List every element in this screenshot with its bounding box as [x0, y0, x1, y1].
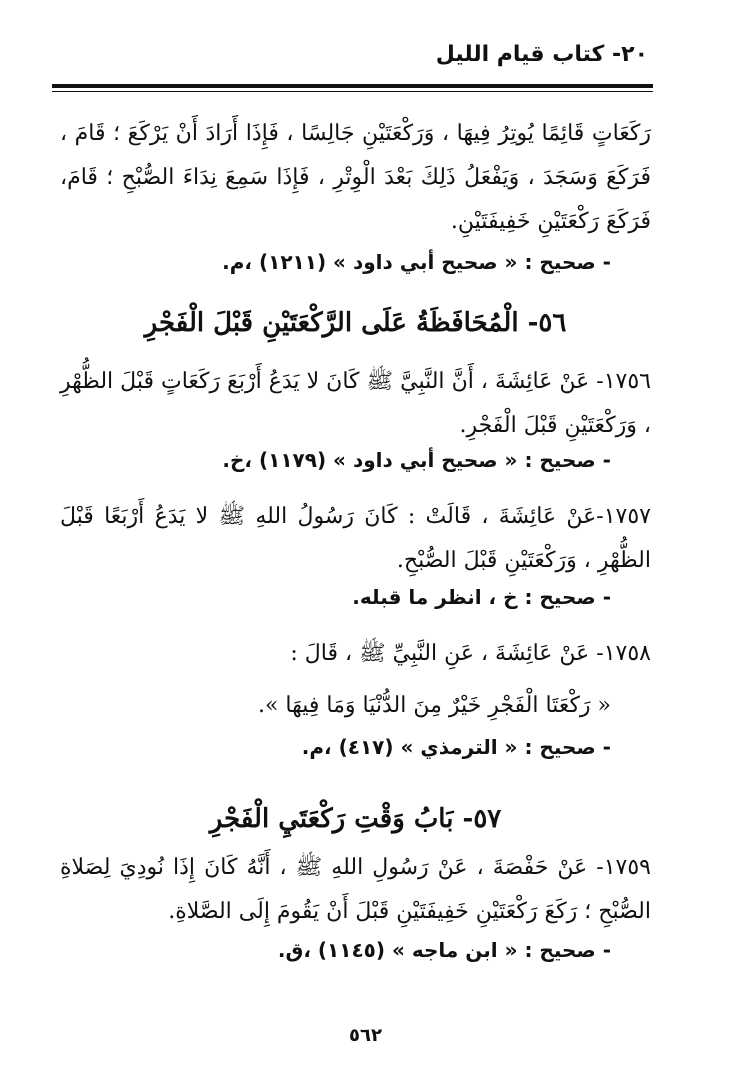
hadith-1758-grade: - صحيح : « الترمذي » (٤١٧) ،م. — [301, 735, 611, 759]
running-title: ٢٠- كتاب قيام الليل — [435, 42, 648, 67]
hadith-1757-grade: - صحيح : خ ، انظر ما قبله. — [352, 585, 611, 609]
hadith-1759-grade: - صحيح : « ابن ماجه » (١١٤٥) ،ق. — [277, 938, 611, 962]
hadith-1757-text: ١٧٥٧-عَنْ عَائِشَةَ ، قَالَتْ : كَانَ رَسُولُ اللهِ ﷺ لا يَدَعُ أَرْبَعًا قَبْلَ الظُّهْرِ ، وَرَكْعَتَيْنِ قَبْلَ الصُّبْحِ. — [60, 504, 651, 573]
continued-hadith-grade: - صحيح : « صحيح أبي داود » (١٢١١) ،م. — [222, 250, 611, 274]
hadith-1759-text: ١٧٥٩- عَنْ حَفْصَةَ ، عَنْ رَسُولِ اللهِ ﷺ ، أَنَّهُ كَانَ إِذَا نُودِيَ لِصَلاةِ الصُّبْحِ ؛ رَكَعَ رَكْعَتَيْنِ خَفِيفَتَيْنِ قَبْلَ أَنْ يَقُومَ إِلَى الصَّلاةِ. — [60, 855, 651, 924]
hadith-1756-text: ١٧٥٦- عَنْ عَائِشَةَ ، أَنَّ النَّبِيَّ ﷺ كَانَ لا يَدَعُ أَرْبَعَ رَكَعَاتٍ قَبْلَ الظُّهْرِ ، وَرَكْعَتَيْنِ قَبْلَ الْفَجْرِ. — [60, 369, 651, 438]
hadith-1758-text: ١٧٥٨- عَنْ عَائِشَةَ ، عَنِ النَّبِيِّ ﷺ ، قَالَ : — [290, 641, 651, 666]
continued-hadith-text: رَكَعَاتٍ قَائِمًا يُوتِرُ فِيهَا ، وَرَكْعَتَيْنِ جَالِسًا ، فَإِذَا أَرَادَ أَنْ يَرْكَعَ ؛ قَامَ ، فَرَكَعَ وَسَجَدَ ، وَيَفْعَلُ ذَلِكَ بَعْدَ الْوِتْرِ ، فَإِذَا سَمِعَ نِدَاءَ الصُّبْحِ ؛ قَامَ، فَرَكَعَ رَكْعَتَيْنِ خَفِيفَتَيْنِ. — [60, 121, 651, 234]
page-number: ٥٦٢ — [349, 1025, 382, 1046]
header-rule-thick — [52, 84, 653, 88]
chapter-heading-57: ٥٧- بَابُ وَقْتِ رَكْعَتَيِ الْفَجْرِ — [209, 804, 502, 834]
hadith-1756-grade: - صحيح : « صحيح أبي داود » (١١٧٩) ،خ. — [222, 448, 611, 472]
chapter-heading-56: ٥٦- الْمُحَافَظَةُ عَلَى الرَّكْعَتَيْنِ قَبْلَ الْفَجْرِ — [144, 308, 567, 338]
header-rule-thin — [52, 91, 653, 92]
hadith-1758-quote: « رَكْعَتَا الْفَجْرِ خَيْرٌ مِنَ الدُّنْيَا وَمَا فِيهَا ». — [257, 693, 611, 718]
